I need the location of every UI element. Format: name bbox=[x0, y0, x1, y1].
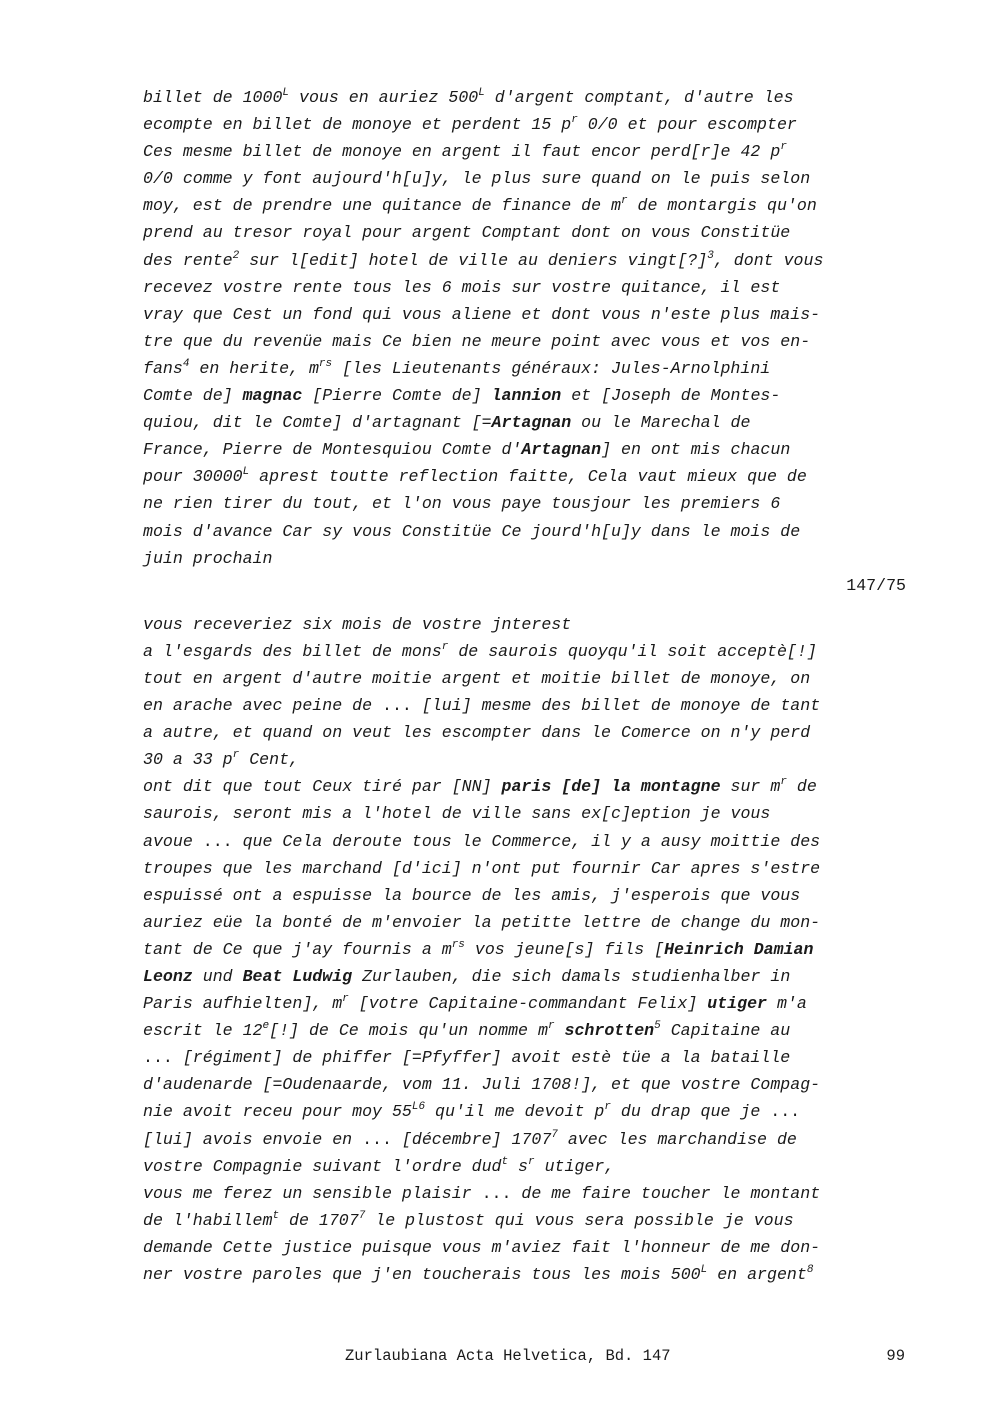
bold-name: Heinrich Damian bbox=[664, 939, 814, 959]
superscript: L bbox=[700, 1264, 708, 1277]
text-segment: France, Pierre de Montesquiou Comte d' bbox=[143, 440, 522, 460]
text-line bbox=[143, 1261, 908, 1288]
text-segment: a l'esgards des billet de mons bbox=[143, 641, 442, 661]
text-line bbox=[143, 436, 908, 463]
text-segment: de me faire toucher le montant bbox=[511, 1183, 821, 1203]
text-line bbox=[143, 138, 908, 165]
text-line bbox=[143, 463, 908, 490]
text-segment: de l'habillem bbox=[143, 1210, 273, 1230]
bold-name: schrotten bbox=[564, 1021, 655, 1041]
text-line bbox=[143, 165, 908, 192]
superscript: r bbox=[232, 749, 240, 762]
text-segment: ... bbox=[362, 1129, 392, 1149]
text-line bbox=[143, 855, 908, 882]
text-line bbox=[143, 828, 908, 855]
text-segment: ont dit que tout Ceux tiré par [NN] bbox=[143, 777, 502, 797]
page-footer bbox=[143, 1347, 908, 1371]
footer-page-number: 99 bbox=[886, 1347, 905, 1365]
superscript: t bbox=[501, 1155, 509, 1168]
text-segment: vous en auriez 500 bbox=[289, 88, 479, 107]
bold-name: magnac bbox=[242, 386, 303, 406]
text-segment: du drap que je bbox=[610, 1102, 771, 1122]
bold-name: paris [de] la montagne bbox=[501, 777, 721, 797]
text-line bbox=[143, 84, 908, 111]
text-segment: sur l[edit] hotel de ville au deniers vingt[?] bbox=[239, 250, 708, 270]
text-line bbox=[143, 219, 908, 246]
text-segment: vostre Compagnie suivant l'ordre dud bbox=[143, 1156, 502, 1176]
text-segment: ner vostre paroles que j'en toucherais tous les mois 500 bbox=[143, 1265, 701, 1285]
text-segment: de bbox=[786, 777, 817, 797]
block-separator bbox=[143, 599, 908, 611]
text-segment: , dont vous bbox=[713, 250, 824, 270]
bold-name: Leonz bbox=[143, 967, 193, 986]
text-line bbox=[143, 746, 908, 773]
superscript: r bbox=[441, 640, 449, 653]
text-segment: aprest toutte reflection faitte, Cela vaut mieux que de bbox=[249, 467, 807, 487]
text-segment: d'argent comptant, d'autre les bbox=[484, 88, 794, 107]
text-segment: demande Cette justice puisque vous m'aviez fait l'honneur de me don- bbox=[143, 1237, 821, 1257]
text-segment: [!] de Ce mois qu'un nomme m bbox=[269, 1021, 548, 1041]
superscript: r bbox=[547, 1020, 555, 1033]
superscript: t bbox=[272, 1209, 280, 1222]
text-segment: espuissé ont a espuisse la bource de les amis, j'esperois que vous bbox=[143, 885, 801, 905]
text-segment: [régiment] de phiffer [=Pfyffer] avoit estè tüe a la bataille bbox=[172, 1048, 791, 1068]
text-segment: que Cela deroute tous le Commerce, il y a ausy moittie des bbox=[232, 831, 821, 851]
text-line bbox=[143, 692, 908, 719]
text-line bbox=[143, 1207, 908, 1234]
text-segment: [Pierre Comte de] bbox=[302, 386, 492, 406]
text-line bbox=[143, 882, 908, 909]
text-line bbox=[143, 545, 908, 572]
superscript: 2 bbox=[232, 249, 240, 262]
text-segment: qu'il me devoit p bbox=[425, 1102, 605, 1122]
text-segment bbox=[555, 1021, 565, 1040]
superscript: r bbox=[780, 141, 787, 154]
text-line bbox=[143, 1071, 908, 1098]
text-line bbox=[143, 301, 908, 328]
text-segment: 30 a 33 p bbox=[143, 750, 233, 770]
text-segment: tre que du revenüe mais Ce bien ne meure point avec vous et vos en- bbox=[143, 331, 811, 351]
text-segment: et [Joseph de Montes- bbox=[561, 386, 781, 406]
text-segment: de saurois quoyqu'il soit acceptè[!] bbox=[448, 641, 817, 661]
text-segment: avoue bbox=[143, 831, 203, 851]
text-segment: en argent bbox=[707, 1265, 807, 1285]
text-segment: juin prochain bbox=[143, 548, 273, 568]
text-segment: billet de 1000 bbox=[143, 88, 283, 107]
text-line bbox=[143, 773, 908, 800]
superscript: 8 bbox=[806, 1264, 814, 1277]
page-reference: 147/75 bbox=[846, 575, 906, 595]
text-segment: ... bbox=[143, 1048, 173, 1068]
text-segment: und bbox=[192, 967, 243, 986]
bold-name: lannion bbox=[491, 386, 562, 406]
text-segment: vray que Cest un fond qui vous aliene et dont vous n'este plus mais- bbox=[143, 304, 821, 324]
bold-name: utiger bbox=[707, 994, 768, 1014]
text-segment: ou le Marechal de bbox=[571, 413, 751, 433]
bold-name: Artagnan bbox=[491, 413, 572, 433]
text-segment: a autre, et quand on veut les escompter dans le Comerce on n'y perd bbox=[143, 723, 811, 743]
text-line bbox=[143, 1017, 908, 1044]
superscript: L bbox=[478, 87, 485, 99]
text-line bbox=[143, 719, 908, 746]
text-segment: avec les marchandise de bbox=[557, 1129, 797, 1149]
text-segment: s bbox=[508, 1156, 529, 1176]
text-segment: auriez eüe la bonté de m'envoier la petitte lettre de change du mon- bbox=[143, 912, 821, 932]
text-segment: vous me ferez un sensible plaisir bbox=[143, 1183, 482, 1203]
superscript: e bbox=[262, 1020, 270, 1033]
text-line bbox=[143, 665, 908, 692]
text-segment: de montargis qu'on bbox=[627, 196, 817, 216]
text-segment: [décembre] 1707 bbox=[391, 1129, 552, 1149]
text-segment: vous receveriez six mois de vostre jnterest bbox=[143, 614, 572, 634]
text-line bbox=[143, 518, 908, 545]
superscript: L bbox=[242, 466, 250, 479]
superscript: r bbox=[620, 195, 628, 208]
superscript: r bbox=[604, 1101, 611, 1114]
text-segment: des rente bbox=[143, 250, 233, 270]
text-segment: ... bbox=[481, 1183, 512, 1203]
text-segment: Capitaine au bbox=[660, 1021, 791, 1041]
text-segment: de 1707 bbox=[279, 1210, 359, 1230]
text-segment: [lui] mesme des billet de monoye de tant bbox=[411, 696, 821, 716]
text-segment: tant de Ce que j'ay fournis a m bbox=[143, 939, 452, 959]
text-segment: ] en ont mis chacun bbox=[601, 440, 791, 460]
text-segment: Comte de] bbox=[143, 386, 243, 406]
text-segment: 0/0 comme y font aujourd'h[u]y, le plus sure quand on le puis selon bbox=[143, 169, 811, 189]
text-segment: en arache avec peine de bbox=[143, 696, 382, 716]
text-line bbox=[143, 355, 908, 382]
text-segment: mois d'avance Car sy vous Constitüe Ce jourd'h[u]y dans le mois de bbox=[143, 521, 801, 541]
superscript: 5 bbox=[654, 1020, 661, 1033]
superscript: r bbox=[780, 776, 787, 789]
text-line bbox=[143, 382, 908, 409]
superscript: 7 bbox=[358, 1209, 366, 1222]
text-line bbox=[143, 909, 908, 936]
text-segment: 0/0 et pour escompter bbox=[577, 115, 797, 135]
text-segment: saurois, seront mis a l'hotel de ville sans ex[c]eption je vous bbox=[143, 804, 771, 824]
text-line bbox=[143, 247, 908, 274]
text-line bbox=[143, 936, 908, 963]
text-segment: [les Lieutenants généraux: Jules-Arnolphini bbox=[332, 358, 771, 378]
superscript: 3 bbox=[707, 249, 714, 262]
superscript: 7 bbox=[551, 1128, 558, 1141]
transcription-body bbox=[143, 84, 908, 1288]
superscript: r bbox=[528, 1155, 535, 1168]
text-line bbox=[143, 409, 908, 436]
text-segment: tout en argent d'autre moitie argent et moitie billet de monoye, on bbox=[143, 668, 811, 688]
text-segment: vos jeune[s] fils [ bbox=[464, 939, 665, 959]
text-line bbox=[143, 1153, 908, 1180]
text-segment: ... bbox=[202, 831, 233, 851]
superscript: L6 bbox=[411, 1101, 426, 1114]
text-segment: nie avoit receu pour moy 55 bbox=[143, 1102, 412, 1122]
text-line bbox=[143, 1044, 908, 1071]
text-segment: moy, est de prendre une quitance de finance de m bbox=[143, 196, 621, 216]
superscript: rs bbox=[318, 357, 333, 370]
text-segment: prend au tresor royal pour argent Comptant dont on vous Constitüe bbox=[143, 223, 791, 243]
text-line bbox=[143, 1098, 908, 1125]
text-segment: Zurlauben, die sich damals studienhalber in bbox=[352, 967, 791, 986]
text-line bbox=[143, 990, 908, 1017]
text-segment: m'a bbox=[767, 994, 807, 1014]
text-segment: sur m bbox=[720, 777, 781, 797]
text-segment: Ces mesme billet de monoye en argent il faut encor perd[r]e 42 p bbox=[143, 142, 781, 162]
superscript: r bbox=[571, 114, 578, 127]
text-segment: Paris aufhielten], m bbox=[143, 994, 343, 1014]
text-segment: quiou, dit le Comte] d'artagnant [= bbox=[143, 413, 492, 433]
superscript: rs bbox=[451, 938, 465, 951]
text-segment: escrit le 12 bbox=[143, 1021, 263, 1041]
text-segment: d'audenarde [=Oudenaarde, vom 11. Juli 1708!], et que vostre Compag- bbox=[143, 1075, 821, 1095]
superscript: r bbox=[342, 993, 349, 1006]
text-segment: utiger, bbox=[534, 1156, 615, 1176]
text-segment: troupes que les marchand [d'ici] n'ont put fournir Car apres s'estre bbox=[143, 858, 821, 878]
text-segment: pour 30000 bbox=[143, 467, 243, 487]
text-segment: ne rien tirer du tout, et l'on vous paye tousjour les premiers 6 bbox=[143, 494, 781, 514]
superscript: L bbox=[282, 87, 290, 99]
text-segment: ecompte en billet de monoye et perdent 15 p bbox=[143, 115, 572, 135]
text-segment: [votre Capitaine-commandant Felix] bbox=[348, 994, 708, 1014]
bold-name: Beat Ludwig bbox=[242, 967, 353, 986]
bold-name: Artagnan bbox=[521, 440, 602, 460]
text-segment: [lui] avois envoie en bbox=[143, 1129, 363, 1149]
footer-title: Zurlaubiana Acta Helvetica, Bd. 147 bbox=[345, 1347, 671, 1365]
text-line bbox=[143, 1234, 908, 1261]
text-line bbox=[143, 490, 908, 517]
text-segment: Cent, bbox=[239, 750, 299, 770]
text-line bbox=[143, 638, 908, 665]
text-segment: ... bbox=[382, 696, 412, 716]
text-line bbox=[143, 192, 908, 219]
superscript: 4 bbox=[182, 357, 190, 370]
text-line bbox=[143, 1126, 908, 1153]
text-line bbox=[143, 328, 908, 355]
text-segment: fans bbox=[143, 358, 183, 378]
text-segment: le plustost qui vous sera possible je vous bbox=[365, 1210, 794, 1230]
transcription-block-2 bbox=[143, 611, 908, 1288]
text-segment: recevez vostre rente tous les 6 mois sur vostre quitance, il est bbox=[143, 277, 781, 297]
text-segment: ... bbox=[770, 1102, 801, 1122]
text-line bbox=[143, 611, 908, 638]
text-line bbox=[143, 1180, 908, 1207]
text-line bbox=[143, 111, 908, 138]
text-line bbox=[143, 274, 908, 301]
text-line bbox=[143, 800, 908, 827]
text-segment: en herite, m bbox=[189, 358, 319, 378]
transcription-block-1 bbox=[143, 84, 908, 572]
text-line bbox=[143, 963, 908, 990]
